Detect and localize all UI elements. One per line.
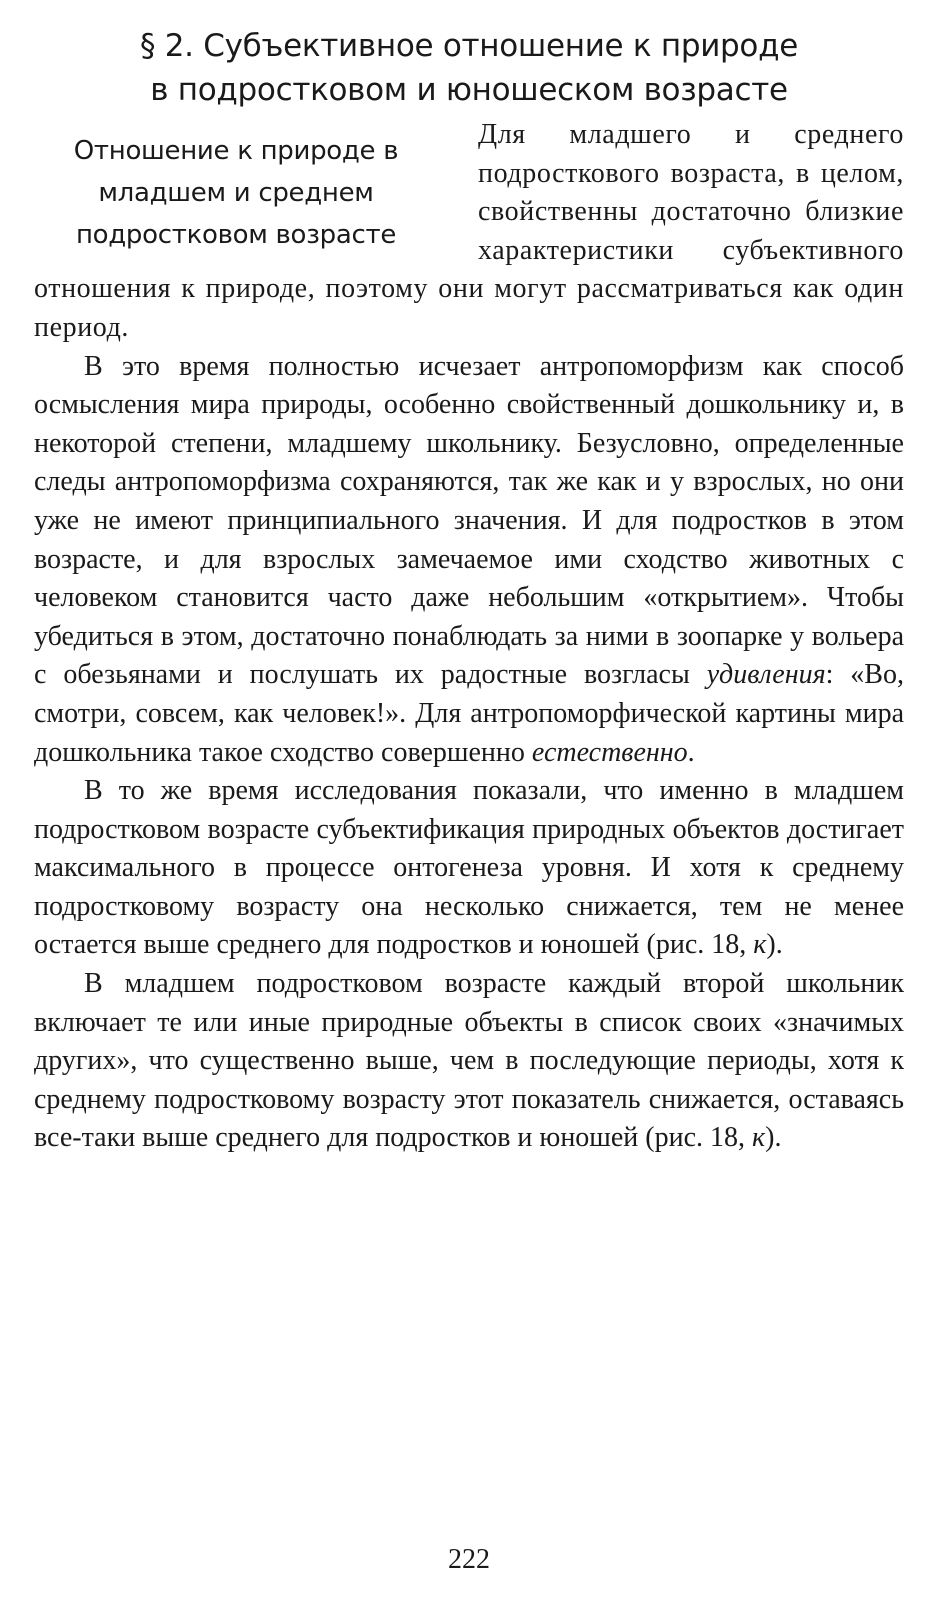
- paragraph-3-text-b: ).: [766, 929, 783, 961]
- paragraph-4-text-a: В младшем подростковом возрасте каждый второй школьник включает те или иные природные объекты в список своих «значимых других», что существенно выше, чем в последующие периоды, хотя к среднему подростковому возрасту этот показатель снижается, оставаясь все-таки выше среднего для подростков и юношей (рис. 18,: [34, 968, 904, 1154]
- paragraph-2-emphasis-b: естественно: [531, 736, 688, 768]
- subsection-heading-line-1: Отношение к природе в: [73, 136, 399, 166]
- paragraph-2: [34, 348, 904, 773]
- book-page: [34, 24, 904, 1574]
- paragraph-1: Для младшего и среднего подросткового возраста, в целом, свойственны достаточно близкие характеристики субъективного отношения к природе, поэтому они могут рассматриваться как один период.: [34, 119, 904, 343]
- paragraph-3-emphasis: к: [753, 929, 767, 961]
- page-number: 222: [448, 1544, 490, 1575]
- body-text: [34, 116, 904, 1158]
- paragraph-4-emphasis: к: [752, 1122, 766, 1154]
- paragraph-2-text-a: В это время полностью исчезает антропоморфизм как способ осмысления мира природы, особенно свойственный дошкольнику и, в некоторой степени, младшему школьнику. Безусловно, определенные следы антропоморфизма сохраняются, так же как и у взрослых, но они уже не имеют принципиального значения. И для подростков в этом возрасте, и для взрослых замечаемое ими сходство животных с человеком становится часто даже небольшим «открытием». Чтобы убедиться в этом, достаточно понаблюдать за ними в зоопарке у вольера с обезьянами и послушать их радостные возгласы: [34, 350, 904, 691]
- paragraph-2-text-c: .: [687, 736, 695, 768]
- subsection-heading: [34, 130, 438, 256]
- subsection-heading-line-3: подростковом возрасте: [75, 220, 397, 250]
- paragraph-3-text-a: В то же время исследования показали, что именно в младшем подростковом возрасте субъектификация природных объектов достигает максимального в процессе онтогенеза уровня. И хотя к среднему подростковому возрасту она несколько снижается, тем не менее остается выше среднего для подростков и юношей (рис. 18,: [34, 775, 904, 961]
- paragraph-2-text-b: : «Во, смотри, совсем, как человек!». Для антропоморфической картины мира дошкольника такое сходство совершенно: [34, 659, 904, 768]
- paragraph-2-emphasis-a: удивления: [706, 659, 826, 691]
- section-title-line-2: в подростковом и юношеском возрасте: [150, 72, 788, 108]
- paragraph-3: [34, 772, 904, 965]
- section-title: [34, 24, 904, 112]
- paragraph-4: [34, 965, 904, 1158]
- paragraph-4-text-b: ).: [765, 1122, 782, 1154]
- section-title-line-1: § 2. Субъективное отношение к природе: [140, 28, 798, 64]
- subsection-heading-line-2: младшем и среднем: [98, 178, 374, 208]
